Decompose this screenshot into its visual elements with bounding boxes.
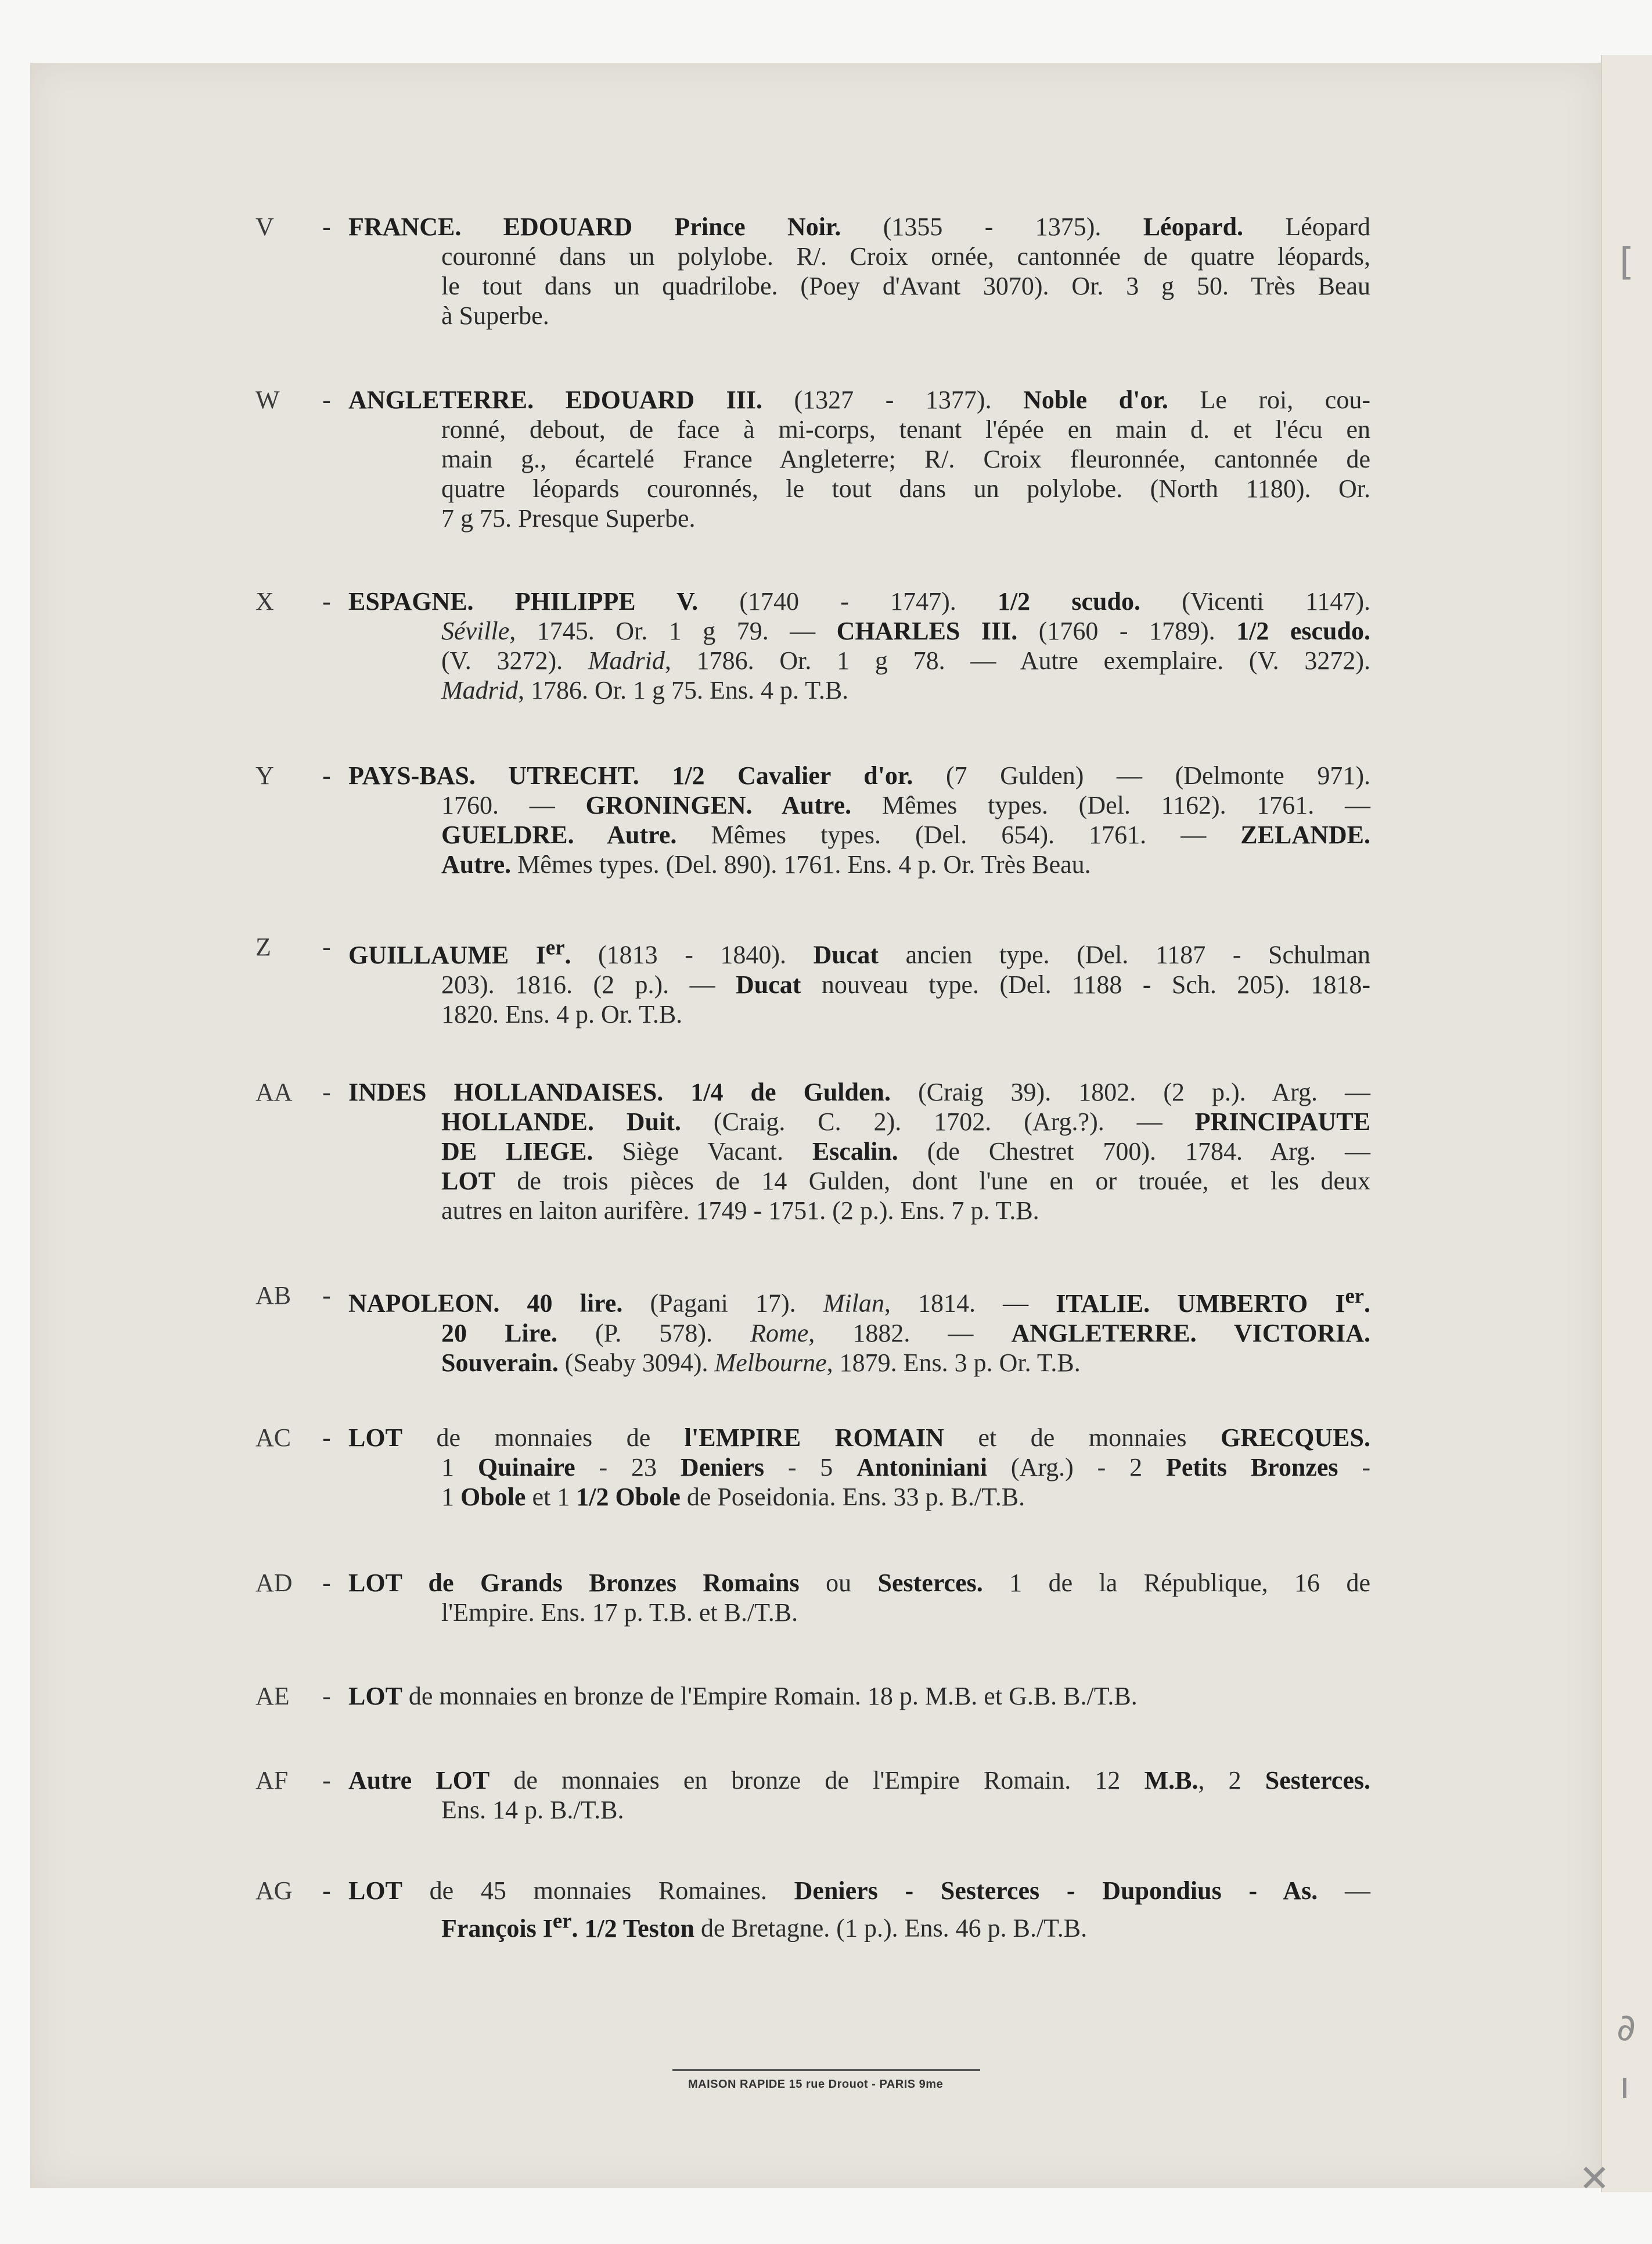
- footer-rule: [672, 2069, 980, 2071]
- lot-code: X: [255, 587, 274, 616]
- lot-line: 203). 1816. (2 p.). — Ducat nouveau type. (Del. 1188 - Sch. 205). 1818-: [441, 970, 1370, 999]
- lot-line: FRANCE. EDOUARD Prince Noir. (1355 - 1375). Léopard. Léopard: [348, 213, 1370, 241]
- lot-line: autres en laiton aurifère. 1749 - 1751. (2 p.). Ens. 7 p. T.B.: [441, 1196, 1039, 1225]
- lot-dash: -: [322, 1078, 331, 1106]
- printer-footer: MAISON RAPIDE 15 rue Drouot - PARIS 9me: [688, 2078, 944, 2091]
- lot-line: l'Empire. Ens. 17 p. T.B. et B./T.B.: [441, 1598, 798, 1627]
- lot-line: GUILLAUME Ier. (1813 - 1840). Ducat ancien type. (Del. 1187 - Schulman: [348, 935, 1371, 969]
- lot-entry: [255, 1077, 1370, 1225]
- lot-entry: [255, 1423, 1370, 1512]
- lot-dash: -: [322, 933, 331, 961]
- lot-dash: -: [322, 1766, 331, 1795]
- lot-entry: [255, 1876, 1370, 1943]
- lot-code: Y: [255, 761, 274, 790]
- lot-code: AF: [255, 1766, 289, 1795]
- lot-code: V: [255, 213, 274, 241]
- lot-description: [348, 1281, 1370, 1378]
- cross-mark-icon: ✕: [1579, 2157, 1610, 2200]
- lot-line: Ens. 14 p. B./T.B.: [441, 1796, 624, 1824]
- lot-line: Autre. Mêmes types. (Del. 890). 1761. Ens. 4 p. Or. Très Beau.: [441, 850, 1091, 879]
- lot-dash: -: [322, 386, 331, 414]
- lot-line: à Superbe.: [441, 301, 549, 330]
- lot-description: [348, 761, 1370, 879]
- lot-description: [348, 1568, 1370, 1627]
- lot-description: [348, 587, 1370, 705]
- lot-line: quatre léopards couronnés, le tout dans un polylobe. (North 1180). Or.: [441, 474, 1370, 503]
- lot-line: ESPAGNE. PHILIPPE V. (1740 - 1747). 1/2 scudo. (Vicenti 1147).: [348, 587, 1370, 616]
- lot-line: ANGLETERRE. EDOUARD III. (1327 - 1377). Noble d'or. Le roi, cou-: [348, 386, 1370, 414]
- lot-dash: -: [322, 1682, 331, 1710]
- lot-description: [348, 385, 1370, 533]
- lot-code: AD: [255, 1569, 293, 1597]
- lot-line: LOT de monnaies en bronze de l'Empire Romain. 18 p. M.B. et G.B. B./T.B.: [348, 1682, 1138, 1710]
- lot-dash: -: [322, 1423, 331, 1452]
- lot-line: (V. 3272). Madrid, 1786. Or. 1 g 78. — Autre exemplaire. (V. 3272).: [441, 646, 1370, 675]
- lot-line: main g., écartelé France Angleterre; R/. Croix fleuronnée, cantonnée de: [441, 445, 1370, 473]
- lot-entry: [255, 1568, 1370, 1627]
- lot-line: couronné dans un polylobe. R/. Croix ornée, cantonnée de quatre léopards,: [441, 242, 1370, 271]
- lot-line: 1 Quinaire - 23 Deniers - 5 Antoniniani (Arg.) - 2 Petits Bronzes -: [441, 1453, 1371, 1481]
- lot-entry: [255, 212, 1370, 330]
- lot-dash: -: [322, 1281, 331, 1310]
- lot-description: [348, 1765, 1370, 1825]
- lot-description: [348, 1876, 1370, 1943]
- lot-line: Autre LOT de monnaies en bronze de l'Empire Romain. 12 M.B., 2 Sesterces.: [348, 1766, 1370, 1795]
- lot-description: [348, 1681, 1370, 1711]
- lot-code: Z: [255, 933, 271, 961]
- edge-mark-icon: ∂: [1617, 2006, 1636, 2049]
- lot-entry: [255, 1281, 1370, 1378]
- edge-mark-icon: ı: [1619, 2065, 1630, 2108]
- adjacent-page-edge: [1579, 55, 1652, 2200]
- lot-line: ronné, debout, de face à mi-corps, tenant l'épée en main d. et l'écu en: [441, 415, 1370, 444]
- lot-entry: [255, 932, 1370, 1029]
- lot-code: AG: [255, 1876, 293, 1905]
- lot-line: LOT de 45 monnaies Romaines. Deniers - Sesterces - Dupondius - As. —: [348, 1876, 1370, 1905]
- lot-dash: -: [322, 213, 331, 241]
- lot-code: W: [255, 386, 280, 414]
- lot-line: 1820. Ens. 4 p. Or. T.B.: [441, 999, 683, 1028]
- lot-line: François Ier. 1/2 Teston de Bretagne. (1 p.). Ens. 46 p. B./T.B.: [441, 1908, 1088, 1943]
- lot-entry: [255, 761, 1370, 879]
- lot-dash: -: [322, 761, 331, 790]
- lot-line: DE LIEGE. Siège Vacant. Escalin. (de Chestret 700). 1784. Arg. —: [441, 1137, 1370, 1166]
- lot-dash: -: [322, 1876, 331, 1905]
- lot-line: INDES HOLLANDAISES. 1/4 de Gulden. (Craig 39). 1802. (2 p.). Arg. —: [348, 1078, 1371, 1106]
- lot-line: LOT de monnaies de l'EMPIRE ROMAIN et de monnaies GRECQUES.: [348, 1423, 1370, 1452]
- lot-line: Souverain. (Seaby 3094). Melbourne, 1879. Ens. 3 p. Or. T.B.: [441, 1348, 1081, 1377]
- lot-description: [348, 212, 1370, 330]
- lot-line: le tout dans un quadrilobe. (Poey d'Avant 3070). Or. 3 g 50. Très Beau: [441, 272, 1370, 300]
- lot-dash: -: [322, 587, 331, 616]
- lot-line: GUELDRE. Autre. Mêmes types. (Del. 654). 1761. — ZELANDE.: [441, 821, 1370, 849]
- lot-code: AB: [255, 1281, 291, 1310]
- lot-line: NAPOLEON. 40 lire. (Pagani 17). Milan, 1814. — ITALIE. UMBERTO Ier.: [348, 1283, 1371, 1318]
- lot-line: LOT de trois pièces de 14 Gulden, dont l'une en or trouée, et les deux: [441, 1167, 1370, 1195]
- lot-line: Madrid, 1786. Or. 1 g 75. Ens. 4 p. T.B.: [441, 676, 849, 704]
- lot-description: [348, 932, 1370, 1029]
- lot-entry: [255, 385, 1370, 533]
- lot-line: HOLLANDE. Duit. (Craig. C. 2). 1702. (Arg.?). — PRINCIPAUTE: [441, 1107, 1370, 1136]
- lot-entry: [255, 1765, 1370, 1825]
- lot-entry: [255, 1681, 1370, 1711]
- lot-line: 1 Obole et 1 1/2 Obole de Poseidonia. Ens. 33 p. B./T.B.: [441, 1483, 1025, 1511]
- lot-line: Séville, 1745. Or. 1 g 79. — CHARLES III. (1760 - 1789). 1/2 escudo.: [441, 617, 1370, 645]
- lot-description: [348, 1423, 1370, 1512]
- lot-line: LOT de Grands Bronzes Romains ou Sesterces. 1 de la République, 16 de: [348, 1569, 1370, 1597]
- lot-line: PAYS-BAS. UTRECHT. 1/2 Cavalier d'or. (7 Gulden) — (Delmonte 971).: [348, 761, 1370, 790]
- lot-line: 20 Lire. (P. 578). Rome, 1882. — ANGLETERRE. VICTORIA.: [441, 1318, 1370, 1347]
- lot-code: AA: [255, 1078, 293, 1106]
- lot-line: 7 g 75. Presque Superbe.: [441, 504, 696, 533]
- lot-code: AC: [255, 1423, 291, 1452]
- lot-dash: -: [322, 1569, 331, 1597]
- lot-description: [348, 1077, 1370, 1225]
- edge-mark-icon: [: [1619, 241, 1634, 284]
- lot-entry: [255, 587, 1370, 705]
- lot-line: 1760. — GRONINGEN. Autre. Mêmes types. (Del. 1162). 1761. —: [441, 791, 1371, 819]
- lot-code: AE: [255, 1682, 290, 1710]
